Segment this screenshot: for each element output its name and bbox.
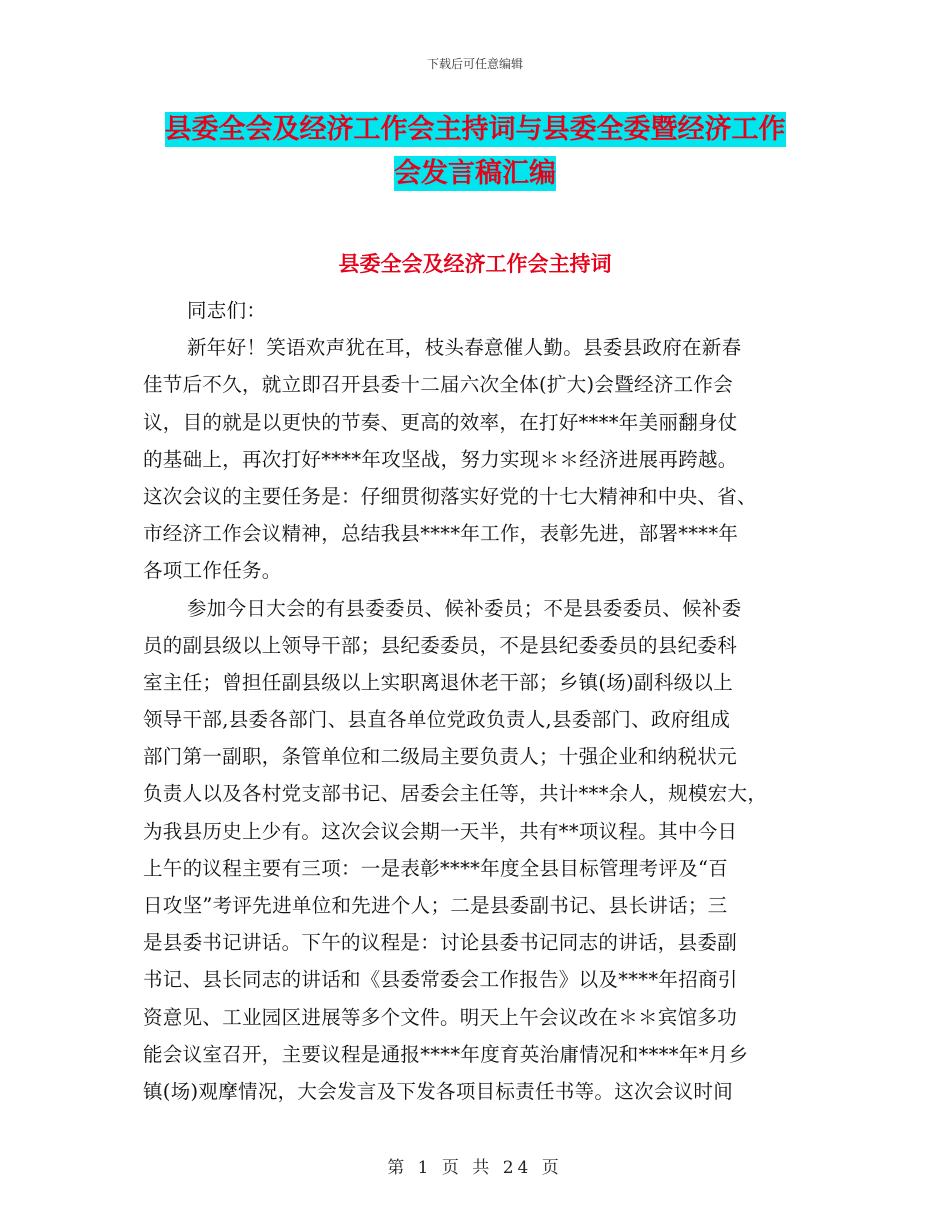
- body-line: 部门第一副职，条管单位和二级局主要负责人；十强企业和纳税状元: [143, 745, 738, 769]
- body-text: [143, 292, 808, 1110]
- body-line: 员的副县级以上领导干部；县纪委委员，不是县纪委委员的县纪委科: [143, 633, 738, 657]
- body-line: 的基础上，再次打好****年攻坚战，努力实现＊＊经济进展再跨越。: [143, 447, 738, 471]
- body-line: 这次会议的主要任务是：仔细贯彻落实好党的十七大精神和中央、省、: [143, 484, 757, 508]
- page-footer: 第 1 页 共 24 页: [387, 1158, 563, 1178]
- body-line: 负责人以及各村党支部书记、居委会主任等，共计***余人，规模宏大，: [143, 782, 768, 806]
- body-line: 室主任；曾担任副县级以上实职离退休老干部；乡镇(场)副科级以上: [143, 670, 734, 694]
- body-line: 议，目的就是以更快的节奏、更高的效率，在打好****年美丽翻身仗: [143, 410, 738, 434]
- body-line: 市经济工作会议精神，总结我县****年工作，表彰先进，部署****年: [143, 522, 739, 546]
- header-note: 下载后可任意编辑: [426, 57, 523, 71]
- body-line: 是县委书记讲话。下午的议程是：讨论县委书记同志的讲话，县委副: [143, 931, 738, 955]
- body-line: 上午的议程主要有三项：一是表彰****年度全县目标管理考评及“百: [143, 856, 729, 880]
- body-line: 参加今日大会的有县委委员、候补委员；不是县委委员、候补委: [187, 596, 742, 620]
- body-line: 日攻坚”考评先进单位和先进个人；二是县委副书记、县长讲话；三: [143, 894, 728, 917]
- document-title-line-1: 县委全会及经济工作会主持词与县委全委暨经济工作: [164, 114, 786, 145]
- body-line: 佳节后不久，就立即召开县委十二届六次全体(扩大)会暨经济工作会: [143, 373, 734, 397]
- document-title-line-2: 会发言稿汇编: [394, 158, 556, 189]
- document-title: [0, 108, 950, 196]
- body-line: 资意见、工业园区进展等多个文件。明天上午会议改在＊＊宾馆多功: [143, 1005, 738, 1029]
- body-line: 领导干部,县委各部门、县直各单位党政负责人,县委部门、政府组成: [143, 708, 731, 732]
- body-line: 各项工作任务。: [143, 559, 282, 583]
- section-title: 县委全会及经济工作会主持词: [338, 252, 612, 276]
- body-line: 新年好！笑语欢声犹在耳，枝头春意催人勤。县委县政府在新春: [187, 336, 742, 360]
- body-line: 能会议室召开，主要议程是通报****年度育英治庸情况和****年*月乡: [143, 1042, 749, 1066]
- body-line: 镇(场)观摩情况，大会发言及下发各项目标责任书等。这次会议时间: [143, 1079, 734, 1103]
- body-line: 同志们：: [187, 299, 267, 322]
- body-line: 书记、县长同志的讲话和《县委常委会工作报告》以及****年招商引: [143, 968, 738, 992]
- body-line: 为我县历史上少有。这次会议会期一天半，共有**项议程。其中今日: [143, 819, 738, 843]
